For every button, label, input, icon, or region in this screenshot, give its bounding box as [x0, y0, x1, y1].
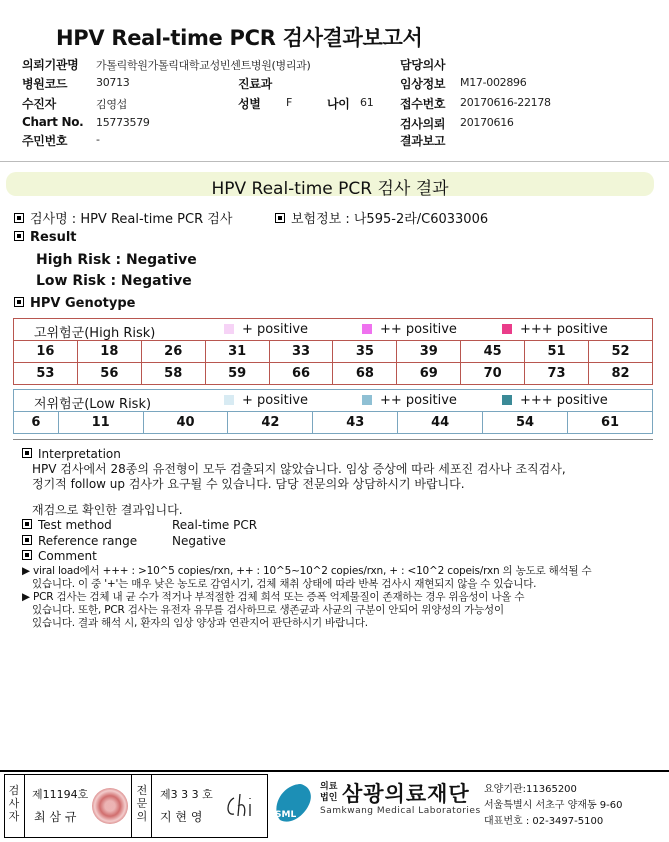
banner-title: HPV Real-time PCR 검사 결과: [211, 179, 449, 199]
swatch-plus3-icon: [502, 324, 512, 334]
insurance-text: 보험정보 : 나595-2라/C6033006: [291, 212, 489, 227]
divider: [24, 774, 25, 838]
resident-no-value: -: [96, 133, 100, 146]
result-section: [14, 230, 77, 245]
test-name-text: 검사명 : HPV Real-time PCR 검사: [30, 212, 233, 227]
legend-low-plus-2: [362, 393, 457, 408]
footer: [0, 770, 669, 842]
genotype-cell: 59: [205, 363, 269, 385]
legend-low-plus-2-label: ++ positive: [380, 393, 457, 408]
genotype-cell: 53: [14, 363, 78, 385]
legend-plus-1-label: + positive: [242, 322, 309, 337]
comment-2b: 있습니다. 또한, PCR 검사는 유전자 유무를 검사하므로 생존균과 사균의 구분이 안되어 위양성의 가능성이: [32, 604, 504, 616]
insurance-info: [275, 208, 488, 227]
legend-plus-2: [362, 322, 457, 337]
org-tag: [320, 782, 337, 804]
comment-heading: [22, 549, 97, 564]
confirm-text: 재검으로 확인한 결과입니다.: [32, 503, 183, 517]
inspector-no: 제11194호: [32, 788, 89, 801]
genotype-cell: 68: [333, 363, 397, 385]
test-request-value: 20170616: [460, 116, 514, 129]
interpretation-line-2: 정기적 follow up 검사가 요구될 수 있습니다. 담당 전문의와 상담하시기 바랍니다.: [32, 477, 465, 491]
low-risk-legend-row: [14, 390, 653, 412]
bullet-icon: [22, 448, 32, 458]
resident-no-label: 주민번호: [22, 134, 68, 148]
genotype-divider: [13, 439, 653, 440]
dept-label: 진료과: [238, 77, 272, 91]
genotype-cell: 31: [205, 341, 269, 363]
receipt-no-label: 접수번호: [400, 97, 446, 111]
genotype-cell: 52: [589, 341, 653, 363]
legend-low-plus-3: [502, 393, 608, 408]
genotype-cell: 33: [269, 341, 333, 363]
bullet-icon: [14, 231, 24, 241]
institution-value: 가톨릭학원가톨릭대학교성빈센트병원(병리과): [96, 59, 311, 72]
test-method-label: Test method: [38, 518, 112, 532]
result-banner: [6, 172, 654, 199]
address: 서울특별시 서초구 양재동 9-60: [484, 800, 623, 811]
receipt-no-value: 20170616-22178: [460, 96, 551, 109]
sex-label: 성별: [238, 97, 261, 111]
genotype-cell: 42: [228, 412, 313, 434]
genotype-cell: 40: [143, 412, 228, 434]
phone: 대표번호 : 02-3497-5100: [484, 816, 604, 827]
genotype-cell: 61: [568, 412, 653, 434]
collector-value: 김영섭: [96, 98, 127, 111]
legend-plus-3-label: +++ positive: [520, 322, 608, 337]
bullet-icon: [22, 535, 32, 545]
bullet-icon: [14, 297, 24, 307]
high-risk-row-2: [14, 363, 653, 385]
high-risk-result: High Risk : Negative: [36, 252, 197, 268]
collector-label: 수진자: [22, 97, 56, 111]
inspector-name: 최 삼 규: [34, 810, 77, 824]
report-title: HPV Real-time PCR 검사결과보고서: [56, 26, 423, 50]
org-name: 삼광의료재단: [342, 782, 470, 806]
legend-plus-2-label: ++ positive: [380, 322, 457, 337]
sex-value: F: [286, 96, 293, 109]
genotype-cell: 54: [483, 412, 568, 434]
org-tag-line-1: 의료: [320, 782, 338, 792]
genotype-cell: 16: [14, 341, 78, 363]
interpretation-label: Interpretation: [38, 447, 121, 461]
genotype-cell: 26: [141, 341, 205, 363]
legend-low-plus-1-label: + positive: [242, 393, 309, 408]
genotype-cell: 6: [14, 412, 59, 434]
genotype-cell: 11: [58, 412, 143, 434]
genotype-cell: 18: [77, 341, 141, 363]
genotype-cell: 70: [461, 363, 525, 385]
specialist-no: 제3 3 3 호: [160, 788, 213, 801]
genotype-label: HPV Genotype: [30, 296, 136, 311]
age-label: 나이: [327, 97, 350, 111]
hospital-code-label: 병원코드: [22, 77, 68, 91]
high-risk-legend-row: [14, 319, 653, 341]
doctor-label: 담당의사: [400, 58, 446, 72]
low-risk-result: Low Risk : Negative: [36, 273, 192, 289]
genotype-cell: 69: [397, 363, 461, 385]
reference-range-label: Reference range: [38, 534, 138, 548]
comment-1b: 있습니다. 이 중 '+'는 매우 낮은 농도로 감염시기, 검체 채취 상태에 따라 반복 검사시 재현되지 않을 수 있습니다.: [32, 578, 537, 590]
specialist-vlabel: 전문의: [136, 784, 148, 823]
swatch-plus-icon: [224, 324, 234, 334]
legend-low-plus-1: [224, 393, 308, 408]
swatch-plus2-icon: [362, 324, 372, 334]
bullet-icon: [22, 519, 32, 529]
test-method-value: Real-time PCR: [172, 518, 258, 532]
genotype-cell: 82: [589, 363, 653, 385]
swatch-low-plus-icon: [224, 395, 234, 405]
high-risk-title: 고위험군(High Risk): [34, 326, 156, 341]
genotype-cell: 58: [141, 363, 205, 385]
legend-low-plus-3-label: +++ positive: [520, 393, 608, 408]
genotype-cell: 44: [398, 412, 483, 434]
institution-label: 의뢰기관명: [22, 58, 79, 72]
interpretation-line-1: HPV 검사에서 28종의 유전형이 모두 검출되지 않았습니다. 임상 증상에 따라 세포진 검사나 조직검사,: [32, 462, 566, 476]
genotype-cell: 35: [333, 341, 397, 363]
header-divider: [0, 161, 669, 162]
genotype-cell: 43: [313, 412, 398, 434]
legend-plus-3: [502, 322, 608, 337]
clinical-info-value: M17-002896: [460, 76, 527, 89]
swatch-low-plus2-icon: [362, 395, 372, 405]
test-name: [14, 208, 232, 227]
reference-range-heading: [22, 534, 137, 549]
bullet-icon: [22, 550, 32, 560]
low-risk-title: 저위험군(Low Risk): [34, 397, 152, 412]
inspector-vlabel: 검사자: [8, 784, 20, 823]
org-en-name: Samkwang Medical Laboratories: [320, 806, 481, 816]
comment-label: Comment: [38, 549, 97, 563]
signature-icon: [222, 790, 260, 820]
genotype-cell: 56: [77, 363, 141, 385]
high-risk-table: [13, 318, 653, 385]
genotype-section: [14, 296, 135, 311]
genotype-cell: 73: [525, 363, 589, 385]
logo-text: SML: [275, 810, 297, 820]
genotype-cell: 45: [461, 341, 525, 363]
result-label: Result: [30, 230, 77, 245]
sml-logo-icon: [270, 776, 316, 830]
low-risk-table: [13, 389, 653, 434]
divider: [151, 774, 152, 838]
specialist-name: 지 현 영: [160, 810, 203, 824]
genotype-cell: 51: [525, 341, 589, 363]
test-method-heading: [22, 518, 112, 533]
bullet-icon: [14, 213, 24, 223]
low-risk-row-1: [14, 412, 653, 434]
age-value: 61: [360, 96, 374, 109]
org-tag-line-2: 법인: [320, 793, 338, 803]
reference-range-value: Negative: [172, 534, 226, 548]
high-risk-row-1: [14, 341, 653, 363]
genotype-cell: 39: [397, 341, 461, 363]
chart-no-value: 15773579: [96, 116, 150, 129]
interpretation-heading: [22, 447, 121, 462]
care-no: 요양기관:11365200: [484, 784, 577, 795]
clinical-info-label: 임상정보: [400, 77, 446, 91]
comment-2a: ▶ PCR 검사는 검체 내 균 수가 적거나 부적절한 검체 희석 또는 증폭 억제물질이 존재하는 경우 위음성이 나올 수: [22, 591, 525, 603]
genotype-cell: 66: [269, 363, 333, 385]
chart-no-label: Chart No.: [22, 115, 84, 129]
legend-plus-1: [224, 322, 308, 337]
swatch-low-plus3-icon: [502, 395, 512, 405]
comment-1a: ▶ viral load에서 +++ : >10^5 copies/rxn, ++ : 10^5~10^2 copies/rxn, + : <10^2 copeis/rxn 의 농도로 해석될 수: [22, 565, 592, 577]
comment-2c: 있습니다. 결과 해석 시, 환자의 임상 양상과 연관지어 판단하시기 바랍니다.: [32, 617, 368, 629]
bullet-icon: [275, 213, 285, 223]
hospital-code-value: 30713: [96, 76, 130, 89]
result-report-label: 결과보고: [400, 134, 446, 148]
test-request-label: 검사의뢰: [400, 117, 446, 131]
divider: [131, 774, 132, 838]
seal-stamp-icon: [92, 788, 128, 824]
